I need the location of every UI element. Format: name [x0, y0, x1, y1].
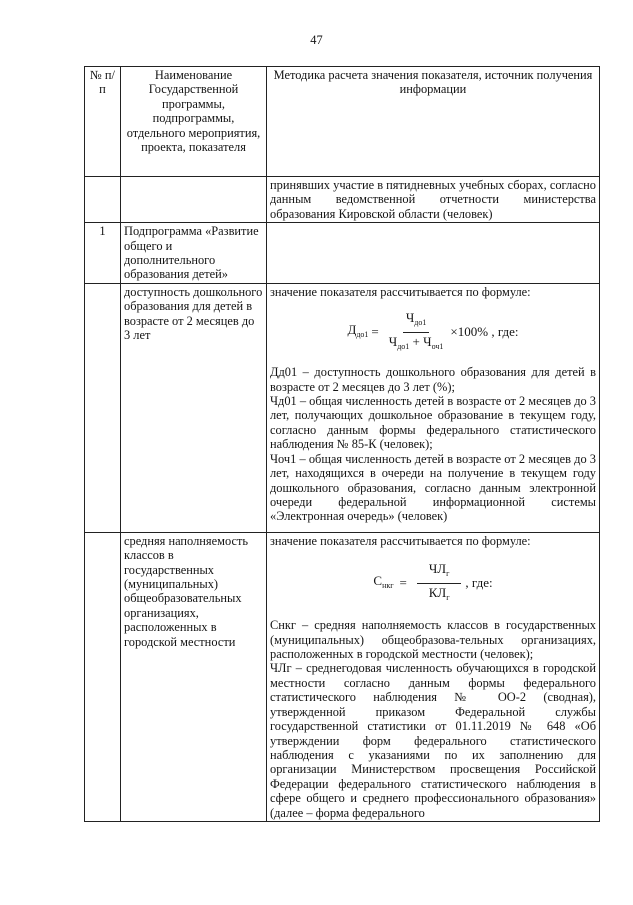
header-name: Наименование Государственной программы, подпрограммы, отдельного мероприятия, проекта, показателя — [121, 67, 267, 177]
continuation-num-cell — [85, 177, 121, 223]
indicator2-num-cell — [85, 532, 121, 821]
formula2-fraction: $\frac{ЧЛ_г}{КЛ_г}$ — [417, 560, 462, 607]
header-method: Методика расчета значения показателя, источник получения информации — [267, 67, 600, 177]
table-row — [85, 283, 600, 532]
header-num: № п/п — [85, 67, 121, 177]
table-row — [85, 223, 600, 284]
indicator1-def-3: Чоч1 – общая численность детей в возрасте от 2 месяцев до 3 лет, находящихся в очереди на получение в текущем году дошкольного образования, согласно данным электронной очереди федеральной информационной системы «Электронная очередь» (человек) — [270, 451, 596, 524]
methodology-table — [84, 66, 600, 822]
formula1-lhs: $Д_{до1}$ — [347, 321, 369, 339]
subprogram-num: 1 — [85, 223, 121, 284]
indicator2-name: средняя наполняемость классов в государственных (муниципальных) общеобразовательных организациях, расположенных в городской местности — [121, 532, 267, 821]
table-row — [85, 532, 600, 821]
indicator1-def-2: Чд01 – общая численность детей в возрасте от 2 месяцев до 3 лет, получающих дошкольное образование в текущем году, согласно данным формы федерального статистического наблюдения № 85-К (человек); — [270, 394, 596, 452]
indicator1-def-1: Дд01 – доступность дошкольного образования для детей в возрасте от 2 месяцев до 3 лет (%); — [270, 365, 596, 394]
indicator1-formula: $Д_{до1}$ = $\frac{Ч_{до1}}{Ч_{до1} + Ч_{оч1}}$ ×100% , где: — [270, 299, 596, 365]
table-header-row — [85, 67, 600, 177]
indicator1-intro: значение показателя рассчитывается по формуле: — [270, 284, 531, 299]
indicator1-num-cell — [85, 283, 121, 532]
indicator2-method-cell — [267, 532, 600, 821]
continuation-method-cell: принявших участие в пятидневных учебных сборах, согласно данным ведомственной отчетности министерства образования Кировской области (человек) — [267, 177, 600, 223]
indicator2-formula: $С_{нкг}$ = $\frac{ЧЛ_г}{КЛ_г}$ , где: — [270, 548, 596, 618]
indicator1-method-cell — [267, 283, 600, 532]
indicator1-name: доступность дошкольного образования для детей в возрасте от 2 месяцев до 3 лет — [121, 283, 267, 532]
indicator2-def-1: Снкг – средняя наполняемость классов в государственных (муниципальных) общеобразова-тельных организациях, расположенных в городской местности (человек); — [270, 618, 596, 662]
subprogram-name: Подпрограмма «Развитие общего и дополнительного образования детей» — [121, 223, 267, 284]
formula1-tail: ×100% , где: — [450, 324, 519, 340]
formula2-lhs: $С_{нкг}$ — [373, 572, 394, 590]
formula1-fraction: $\frac{Ч_{до1}}{Ч_{до1} + Ч_{оч1}}$ — [388, 309, 444, 351]
indicator2-def-2: ЧЛг – среднегодовая численность обучающихся в городской местности согласно данным формы федерального статистического наблюдения № ОО-2 (сводная), утвержденной приказом Федеральной службы государственной статистики от 01.11.2019 № 648 «Об утверждении форм федерального статистического наблюдения с указаниями по их заполнению для организации Министерством просвещения Российской Федерации федерального статистического наблюдения в сфере общего и среднего профессионального образования» (далее – форма федерального — [270, 661, 596, 820]
formula2-tail: , где: — [465, 575, 493, 591]
continuation-name-cell — [121, 177, 267, 223]
subprogram-method-cell — [267, 223, 600, 284]
indicator2-intro: значение показателя рассчитывается по формуле: — [270, 533, 531, 548]
table-row — [85, 177, 600, 223]
page-number: 47 — [310, 33, 323, 47]
